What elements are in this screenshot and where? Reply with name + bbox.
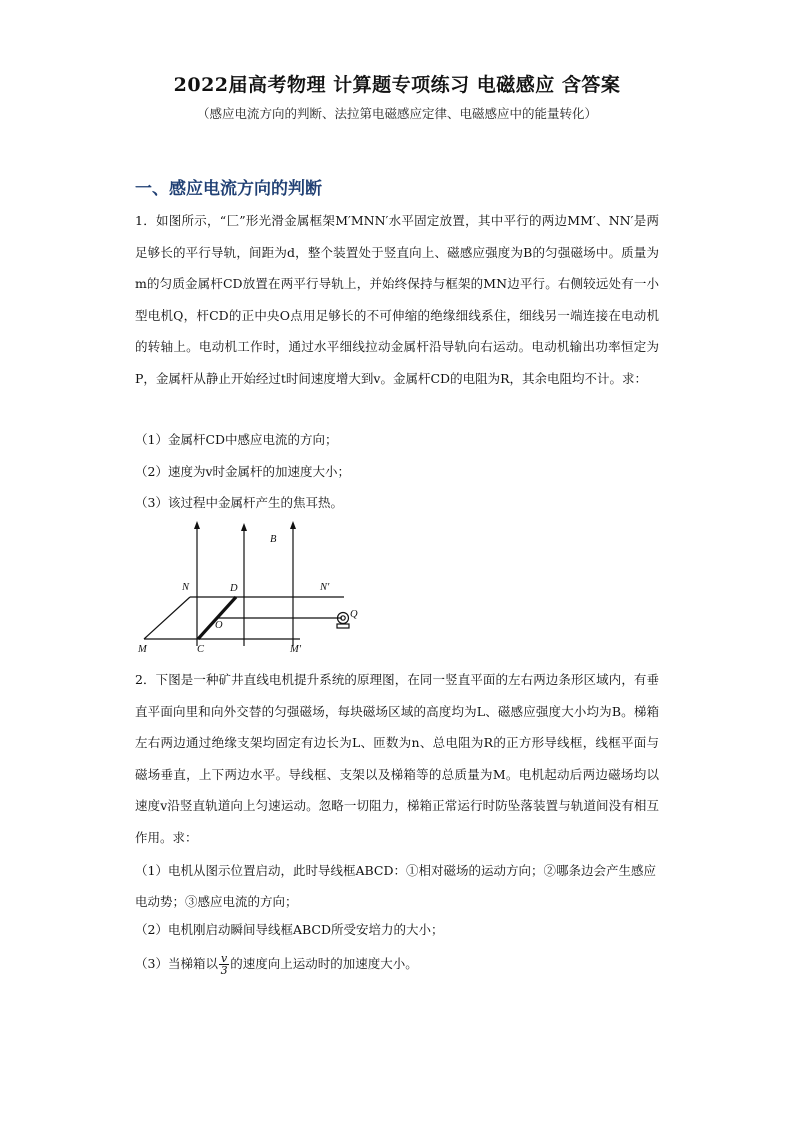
question-2-item-3 [135,953,418,976]
question-2-item-3-suffix: 的速度向上运动时的加速度大小。 [230,956,418,971]
question-2-item-3-prefix: （3）当梯箱以 [135,956,218,971]
question-1-item-2: （2）速度为v时金属杆的加速度大小； [135,464,351,479]
label-q: Q [350,609,358,620]
motor-q [337,613,349,629]
fraction-numerator: v [220,952,228,965]
question-1-figure [130,518,370,658]
label-m: M [138,644,147,655]
frame-edge-mn [144,597,190,639]
label-n-prime: N′ [320,582,330,593]
question-1-item-1: （1）金属杆CD中感应电流的方向； [135,432,338,447]
section-heading: 一、感应电流方向的判断 [135,179,322,199]
label-b: B [270,534,277,545]
label-o: O [215,620,223,631]
label-d: D [230,583,238,594]
fraction-denominator: 3 [220,964,228,977]
label-c: C [197,644,205,655]
document-title: 2022届高考物理 计算题专项练习 电磁感应 含答案 [173,74,621,96]
question-1-text: 1．如图所示，“匚”形光滑金属框架M′MNN′水平固定放置，其中平行的两边MM′、NN′是两足够长的平行导轨，间距为d，整个装置处于竖直向上、磁感应强度为B的匀强磁场中。质量为m的匀质金属杆CD放置在两平行导轨上，并始终保持与框架的MN边平行。右侧较远处有一小型电机Q，杆CD的正中央O点用足够长的不可伸缩的绝缘细线系住，细线另一端连接在电动机的转轴上。电动机工作时，通过水平细线拉动金属杆沿导轨向右运动。电动机输出功率恒定为P，金属杆从静止开始经过t时间速度增大到v。金属杆CD的电阻为R，其余电阻均不计。求： [135,213,659,386]
field-arrow-2 [241,523,247,531]
document-subtitle: （感应电流方向的判断、法拉第电磁感应定律、电磁感应中的能量转化） [196,106,597,121]
question-2-item-1-line [135,855,659,917]
question-2-item-1: （1）电机从图示位置启动，此时导线框ABCD：①相对磁场的运动方向；②哪条边会产生感应电动势；③感应电流的方向； [135,863,656,909]
question-1-item-3: （3）该过程中金属杆产生的焦耳热。 [135,495,343,510]
label-n: N [182,582,190,593]
fraction-v-over-3 [219,953,229,976]
label-m-prime: M′ [290,644,302,655]
question-2-item-2: （2）电机刚启动瞬间导线框ABCD所受安培力的大小； [135,922,444,937]
question-2-text: 2．下图是一种矿井直线电机提升系统的原理图，在同一竖直平面的左右两边条形区域内，有垂直平面向里和向外交替的匀强磁场，每块磁场区域的高度均为L、磁感应强度大小均为B。梯箱左右两边通过绝缘支架均固定有边长为L、匝数为n、总电阻为R的正方形导线框，线框平面与磁场垂直，上下两边水平。导线框、支架以及梯箱等的总质量为M。电机起动后两边磁场均以速度v沿竖直轨道向上匀速运动。忽略一切阻力，梯箱正常运行时防坠落装置与轨道间没有相互作用。求： [135,672,659,845]
field-arrow-3 [290,521,296,529]
field-arrow-1 [194,521,200,529]
